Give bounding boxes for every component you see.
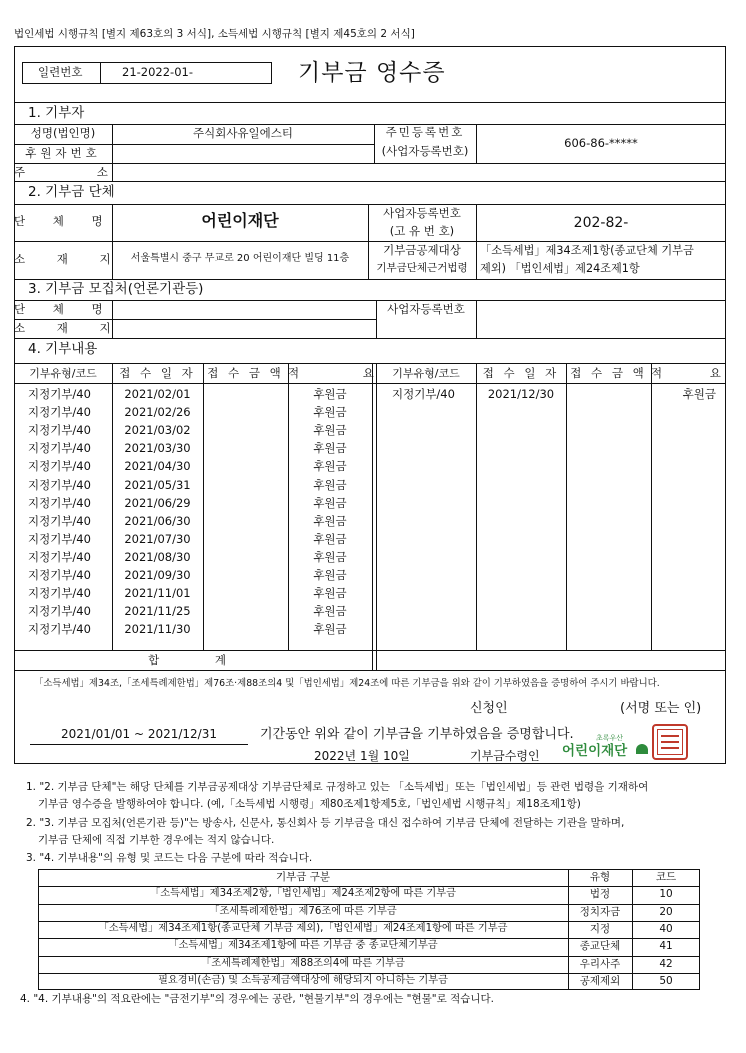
note-1-line2: 기부금 영수증을 발행하여야 합니다. (예,「소득세법 시행령」제80조제1항제5호,「법인세법 시행규칙」제18조제1항) bbox=[38, 798, 581, 810]
donation-note-cell: 후원금 bbox=[313, 423, 347, 438]
col-type-header: 기부유형/코드 bbox=[29, 367, 97, 380]
page-title: 기부금 영수증 bbox=[298, 60, 446, 86]
donor-id-sublabel: (사업자등록번호) bbox=[381, 144, 469, 158]
donation-note-cell: 후원금 bbox=[313, 387, 347, 401]
org-name-label: 단 체 명 bbox=[14, 214, 115, 228]
donation-date-cell: 2021/12/30 bbox=[487, 387, 555, 401]
col-note-header-right: 적 요 bbox=[651, 366, 743, 380]
donation-note-cell: 후원금 bbox=[313, 604, 347, 619]
section-contents-title: 4. 기부내용 bbox=[28, 341, 98, 357]
col-type-header-right: 기부유형/코드 bbox=[392, 367, 460, 380]
donor-address-label: 주 소 bbox=[14, 165, 142, 179]
donation-type-cell: 지정기부/40 bbox=[28, 622, 91, 637]
org-basis-sublabel: 기부금단체근거법령 bbox=[376, 262, 468, 274]
donor-id-label: 주민등록번호 bbox=[385, 125, 465, 139]
section-agency-title: 3. 기부금 모집처(언론기관등) bbox=[28, 281, 204, 297]
code-table-code-cell: 50 bbox=[659, 974, 673, 987]
donation-date-cell: 2021/11/30 bbox=[124, 622, 191, 637]
donation-note-cell: 후원금 bbox=[313, 586, 347, 601]
org-regno-value: 202-82- bbox=[573, 215, 629, 231]
donation-type-cell: 지정기부/40 bbox=[28, 387, 91, 401]
donation-type-cell: 지정기부/40 bbox=[28, 604, 91, 619]
applicant-label: 신청인 bbox=[470, 701, 508, 716]
col-date-header: 접 수 일 자 bbox=[119, 366, 196, 380]
donation-type-cell: 지정기부/40 bbox=[28, 441, 91, 456]
org-location-value: 서울특별시 중구 무교로 20 어린이재단 빌딩 11층 bbox=[130, 253, 350, 264]
issue-date: 2022년 1월 10일 bbox=[314, 749, 410, 763]
form-header-text: 법인세법 시행규칙 [별지 제63호의 3 서식], 소득세법 시행규칙 [별지 제45호의 2 서식] bbox=[14, 28, 415, 40]
donation-note-cell: 후원금 bbox=[682, 387, 716, 401]
org-basis-value-line1: 「소득세법」제34조제1항(종교단체 기부금 bbox=[480, 244, 694, 257]
sponsor-number-label: 후원자번호 bbox=[25, 146, 101, 160]
serial-label: 일련번호 bbox=[38, 65, 83, 79]
code-table-type-cell: 공제제외 bbox=[579, 974, 621, 987]
org-logo-small-text: 초록우산 bbox=[596, 734, 624, 742]
code-table-desc-cell: 필요경비(손금) 및 소득공제금액대상에 해당되지 아니하는 기부금 bbox=[158, 974, 448, 986]
donation-note-cell: 후원금 bbox=[313, 405, 347, 420]
org-regno-label: 사업자등록번호 bbox=[383, 206, 461, 220]
donation-note-cell: 후원금 bbox=[313, 568, 347, 582]
code-table-code-cell: 41 bbox=[659, 940, 673, 953]
agency-location-label: 소 재 지 bbox=[14, 321, 125, 335]
certify-text: 기간동안 위와 같이 기부금을 기부하였음을 증명합니다. bbox=[260, 727, 574, 742]
donation-note-cell: 후원금 bbox=[313, 622, 347, 637]
total-label: 합 계 bbox=[148, 653, 252, 667]
org-logo-text: 어린이재단 bbox=[562, 743, 628, 759]
col-amount-header-right: 접 수 금 액 bbox=[570, 366, 647, 380]
donation-date-cell: 2021/11/25 bbox=[124, 604, 191, 619]
code-table-code-cell: 10 bbox=[659, 888, 673, 901]
org-location-label: 소 재 지 bbox=[14, 252, 125, 266]
code-table-code-cell: 42 bbox=[659, 957, 673, 970]
donation-type-cell: 지정기부/40 bbox=[28, 568, 91, 582]
donor-name-value: 주식회사유일에스티 bbox=[193, 126, 293, 140]
note-2-line1: 2. "3. 기부금 모집처(언론기관 등)"는 방송사, 신문사, 통신회사 등 기부금을 대신 접수하여 기부금 단체에 전달하는 기관을 말하며, bbox=[26, 817, 625, 829]
donation-date-cell: 2021/02/26 bbox=[124, 405, 191, 420]
code-table-header-desc: 기부금 구분 bbox=[275, 871, 331, 883]
signature-label: (서명 또는 인) bbox=[620, 701, 702, 716]
col-note-header: 적 요 bbox=[288, 366, 404, 380]
note-1-line1: 1. "2. 기부금 단체"는 해당 단체를 기부금공제대상 기부금단체로 규정하고 있는 「소득세법」또는「법인세법」등 관련 법령을 기재하여 bbox=[26, 781, 649, 793]
code-table-desc-cell: 「소득세법」제34조제2항,「법인세법」제24조제2항에 따른 기부금 bbox=[150, 888, 456, 900]
org-regno-sublabel: (고 유 번 호) bbox=[389, 224, 455, 238]
donor-id-value: 606-86-***** bbox=[564, 136, 638, 150]
serial-value: 21-2022-01- bbox=[122, 65, 193, 79]
donation-note-cell: 후원금 bbox=[313, 549, 347, 564]
org-basis-label: 기부금공제대상 bbox=[383, 243, 461, 257]
donation-type-cell: 지정기부/40 bbox=[28, 531, 91, 546]
donation-date-cell: 2021/06/30 bbox=[124, 513, 191, 528]
code-table-type-cell: 종교단체 bbox=[579, 940, 621, 953]
org-name-value: 어린이재단 bbox=[201, 211, 279, 230]
code-table-code-cell: 40 bbox=[659, 922, 673, 935]
donation-date-cell: 2021/09/30 bbox=[124, 568, 191, 582]
donation-note-cell: 후원금 bbox=[313, 513, 347, 528]
col-date-header-right: 접 수 일 자 bbox=[482, 366, 560, 380]
donation-type-cell: 지정기부/40 bbox=[28, 405, 91, 420]
agency-regno-label: 사업자등록번호 bbox=[387, 302, 465, 316]
donation-date-cell: 2021/11/01 bbox=[124, 586, 191, 601]
note-4: 4. "4. 기부내용"의 적요란에는 "금전기부"의 경우에는 공란, "현물기부"의 경우에는 "현물"로 적습니다. bbox=[20, 993, 495, 1005]
recipient-label: 기부금수령인 bbox=[470, 749, 540, 763]
donation-date-cell: 2021/03/02 bbox=[124, 423, 191, 438]
donor-name-label: 성명(법인명) bbox=[30, 126, 96, 140]
period-text: 2021/01/01 ~ 2021/12/31 bbox=[60, 727, 217, 741]
code-table-desc-cell: 「조세특례제한법」제76조에 따른 기부금 bbox=[209, 905, 397, 917]
code-table-type-cell: 정치자금 bbox=[579, 905, 621, 918]
section-org-title: 2. 기부금 단체 bbox=[28, 184, 115, 200]
donation-date-cell: 2021/06/29 bbox=[124, 495, 191, 510]
donation-note-cell: 후원금 bbox=[313, 459, 347, 474]
donation-type-cell: 지정기부/40 bbox=[28, 423, 91, 438]
donation-type-cell: 지정기부/40 bbox=[28, 495, 91, 510]
agency-name-label: 단 체 명 bbox=[14, 302, 115, 316]
official-seal-icon bbox=[652, 724, 688, 760]
donation-note-cell: 후원금 bbox=[313, 495, 347, 510]
code-table-type-cell: 법정 bbox=[589, 888, 611, 901]
section-donor-title: 1. 기부자 bbox=[28, 105, 85, 121]
donation-type-cell: 지정기부/40 bbox=[28, 459, 91, 474]
donation-type-cell: 지정기부/40 bbox=[28, 477, 91, 492]
note-2-line2: 기부금 단체에 직접 기부한 경우에는 적지 않습니다. bbox=[38, 834, 275, 846]
donation-date-cell: 2021/08/30 bbox=[124, 549, 191, 564]
col-amount-header: 접 수 금 액 bbox=[207, 366, 284, 380]
donation-date-cell: 2021/03/30 bbox=[124, 441, 191, 456]
code-table-desc-cell: 「소득세법」제34조제1항(종교단체 기부금 제외),「법인세법」제24조제1항에 따른 기부금 bbox=[98, 922, 508, 934]
code-table-header-type: 유형 bbox=[589, 871, 611, 883]
code-table-type-cell: 우리사주 bbox=[579, 957, 621, 970]
donation-date-cell: 2021/02/01 bbox=[124, 387, 191, 401]
umbrella-logo-icon bbox=[636, 744, 648, 754]
code-table-desc-cell: 「조세특례제한법」제88조의4에 따른 기부금 bbox=[201, 957, 405, 969]
donation-note-cell: 후원금 bbox=[313, 477, 347, 492]
donation-type-cell: 지정기부/40 bbox=[392, 387, 455, 401]
note-3-line1: 3. "4. 기부내용"의 유형 및 코드는 다음 구분에 따라 적습니다. bbox=[26, 852, 313, 864]
donation-type-cell: 지정기부/40 bbox=[28, 549, 91, 564]
donation-date-cell: 2021/04/30 bbox=[124, 459, 191, 474]
donation-note-cell: 후원금 bbox=[313, 441, 347, 456]
donation-type-cell: 지정기부/40 bbox=[28, 586, 91, 601]
donation-note-cell: 후원금 bbox=[313, 531, 347, 546]
code-table-code-cell: 20 bbox=[659, 905, 673, 918]
code-table-type-cell: 지정 bbox=[589, 922, 611, 935]
donation-date-cell: 2021/07/30 bbox=[124, 531, 191, 546]
code-table-header-code: 코드 bbox=[655, 871, 677, 883]
org-basis-value-line2: 제외) 「법인세법」제24조제1항 bbox=[480, 262, 640, 275]
code-table-desc-cell: 「소득세법」제34조제1항에 따른 기부금 중 종교단체기부금 bbox=[168, 940, 438, 952]
legal-request-text: 「소득세법」제34조,「조세특례제한법」제76조·제88조의4 및「법인세법」제24조에 따른 기부금을 위와 같이 기부하였음을 증명하여 주시기 바랍니다. bbox=[34, 678, 660, 689]
donation-type-cell: 지정기부/40 bbox=[28, 513, 91, 528]
donation-date-cell: 2021/05/31 bbox=[124, 477, 191, 492]
